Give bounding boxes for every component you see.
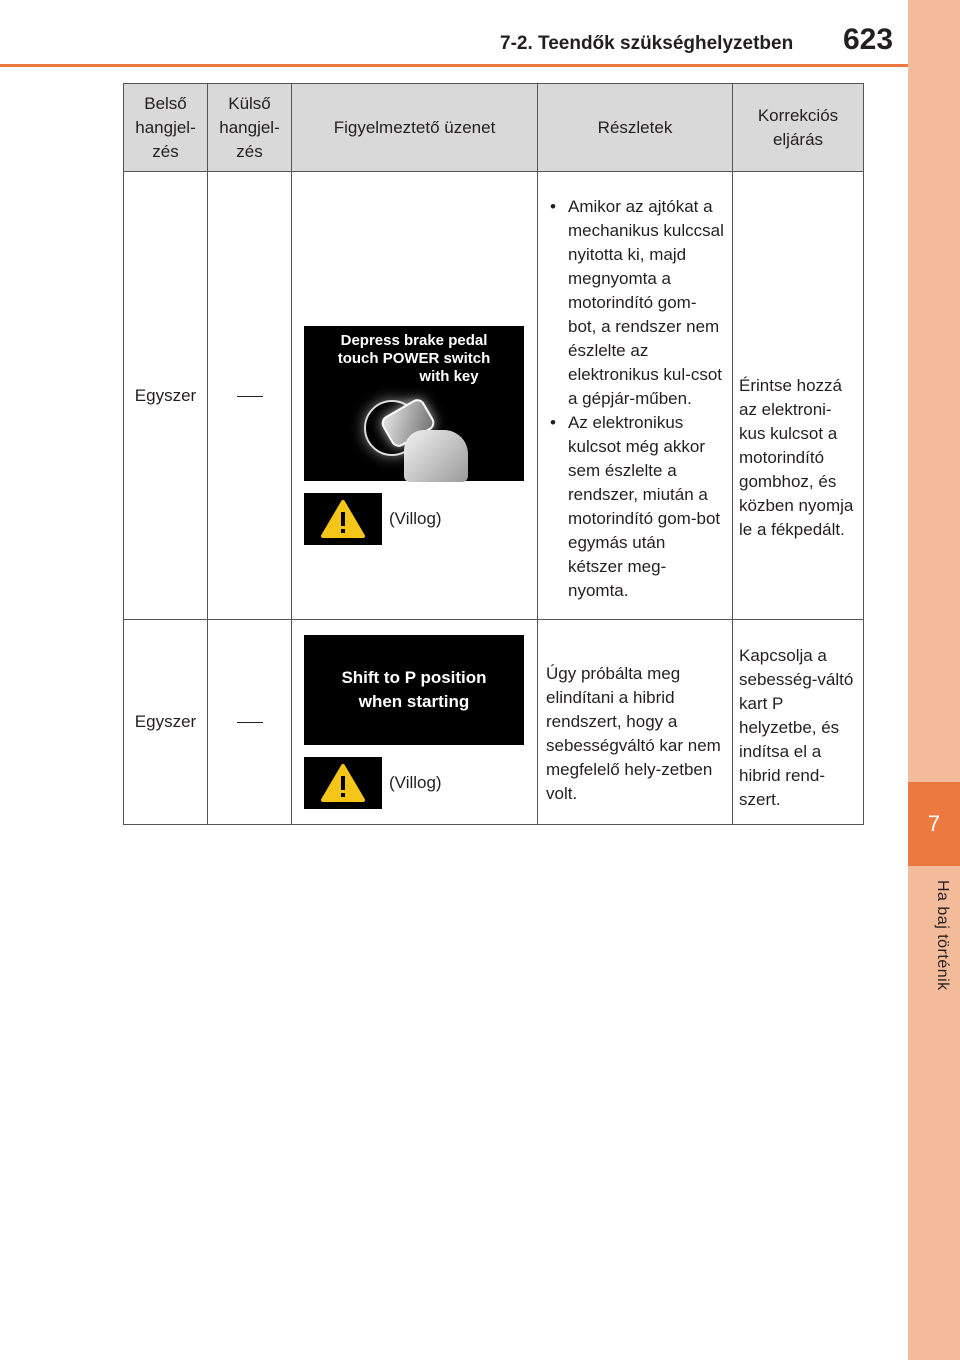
col-internal-buzzer: Belső hangjel-zés <box>124 84 208 172</box>
display-screen-brake <box>304 326 524 481</box>
details-cell <box>538 172 733 620</box>
chapter-label: Ha baj történik <box>934 880 951 991</box>
display-screen-shift <box>304 635 524 745</box>
blink-label: (Villog) <box>389 773 442 792</box>
dash-line <box>237 722 263 723</box>
col-warning-message: Figyelmeztető üzenet <box>292 84 538 172</box>
side-strip <box>908 0 960 1360</box>
dash-line <box>237 396 263 397</box>
warning-triangle-icon <box>304 493 382 545</box>
col-details: Részletek <box>538 84 733 172</box>
screen-line: Shift to P position <box>341 668 487 687</box>
chapter-tab: 7 <box>908 782 960 866</box>
table-header-row <box>124 84 864 172</box>
correction-cell <box>733 620 864 825</box>
external-buzzer-cell <box>208 172 292 620</box>
header-rule <box>0 64 908 67</box>
detail-text: Úgy próbálta meg elindítani a hibrid rendszert, hogy a sebességváltó kar nem megfelelő hely-zetben volt. <box>546 664 721 803</box>
col-external-buzzer: Külső hangjel-zés <box>208 84 292 172</box>
correction-text: Kapcsolja a sebesség-váltó kart P helyzetbe, és indítsa el a hibrid rend-szert. <box>739 646 854 809</box>
detail-item: • Amikor az ajtókat a mechanikus kulccsal nyitotta ki, majd megnyomta a motorindító gom-bot, a rendszer nem észlelte az elektronikus kul-csot a gépjár-műben. <box>546 195 724 411</box>
detail-item: • Az elektronikus kulcsot még akkor sem észlelte a rendszer, miután a motorindító gom-bot egymás után kétszer meg-nyomta. <box>546 411 724 603</box>
screen-line: touch POWER switch <box>337 350 491 367</box>
warning-message-cell <box>292 172 538 620</box>
table-row <box>124 172 864 620</box>
details-cell <box>538 620 733 825</box>
warning-triangle-icon <box>304 757 382 809</box>
internal-buzzer-cell: Egyszer <box>124 172 208 620</box>
internal-buzzer-cell: Egyszer <box>124 620 208 825</box>
page-number: 623 <box>843 23 894 56</box>
external-buzzer-cell <box>208 620 292 825</box>
section-title: 7-2. Teendők szükséghelyzetben <box>500 33 794 54</box>
table-row <box>124 620 864 825</box>
screen-line: when starting <box>358 692 470 711</box>
screen-line: with key <box>419 368 479 385</box>
blink-label: (Villog) <box>389 509 442 528</box>
key-touch-icon <box>354 392 474 481</box>
col-correction: Korrekciós eljárás <box>733 84 864 172</box>
correction-cell <box>733 172 864 620</box>
screen-line: Depress brake pedal <box>340 332 488 349</box>
correction-text: Érintse hozzá az elektroni-kus kulcsot a motorindító gombhoz, és közben nyomja le a fékpedált. <box>739 375 854 539</box>
warning-message-cell <box>292 620 538 825</box>
warning-message-table <box>123 83 864 825</box>
